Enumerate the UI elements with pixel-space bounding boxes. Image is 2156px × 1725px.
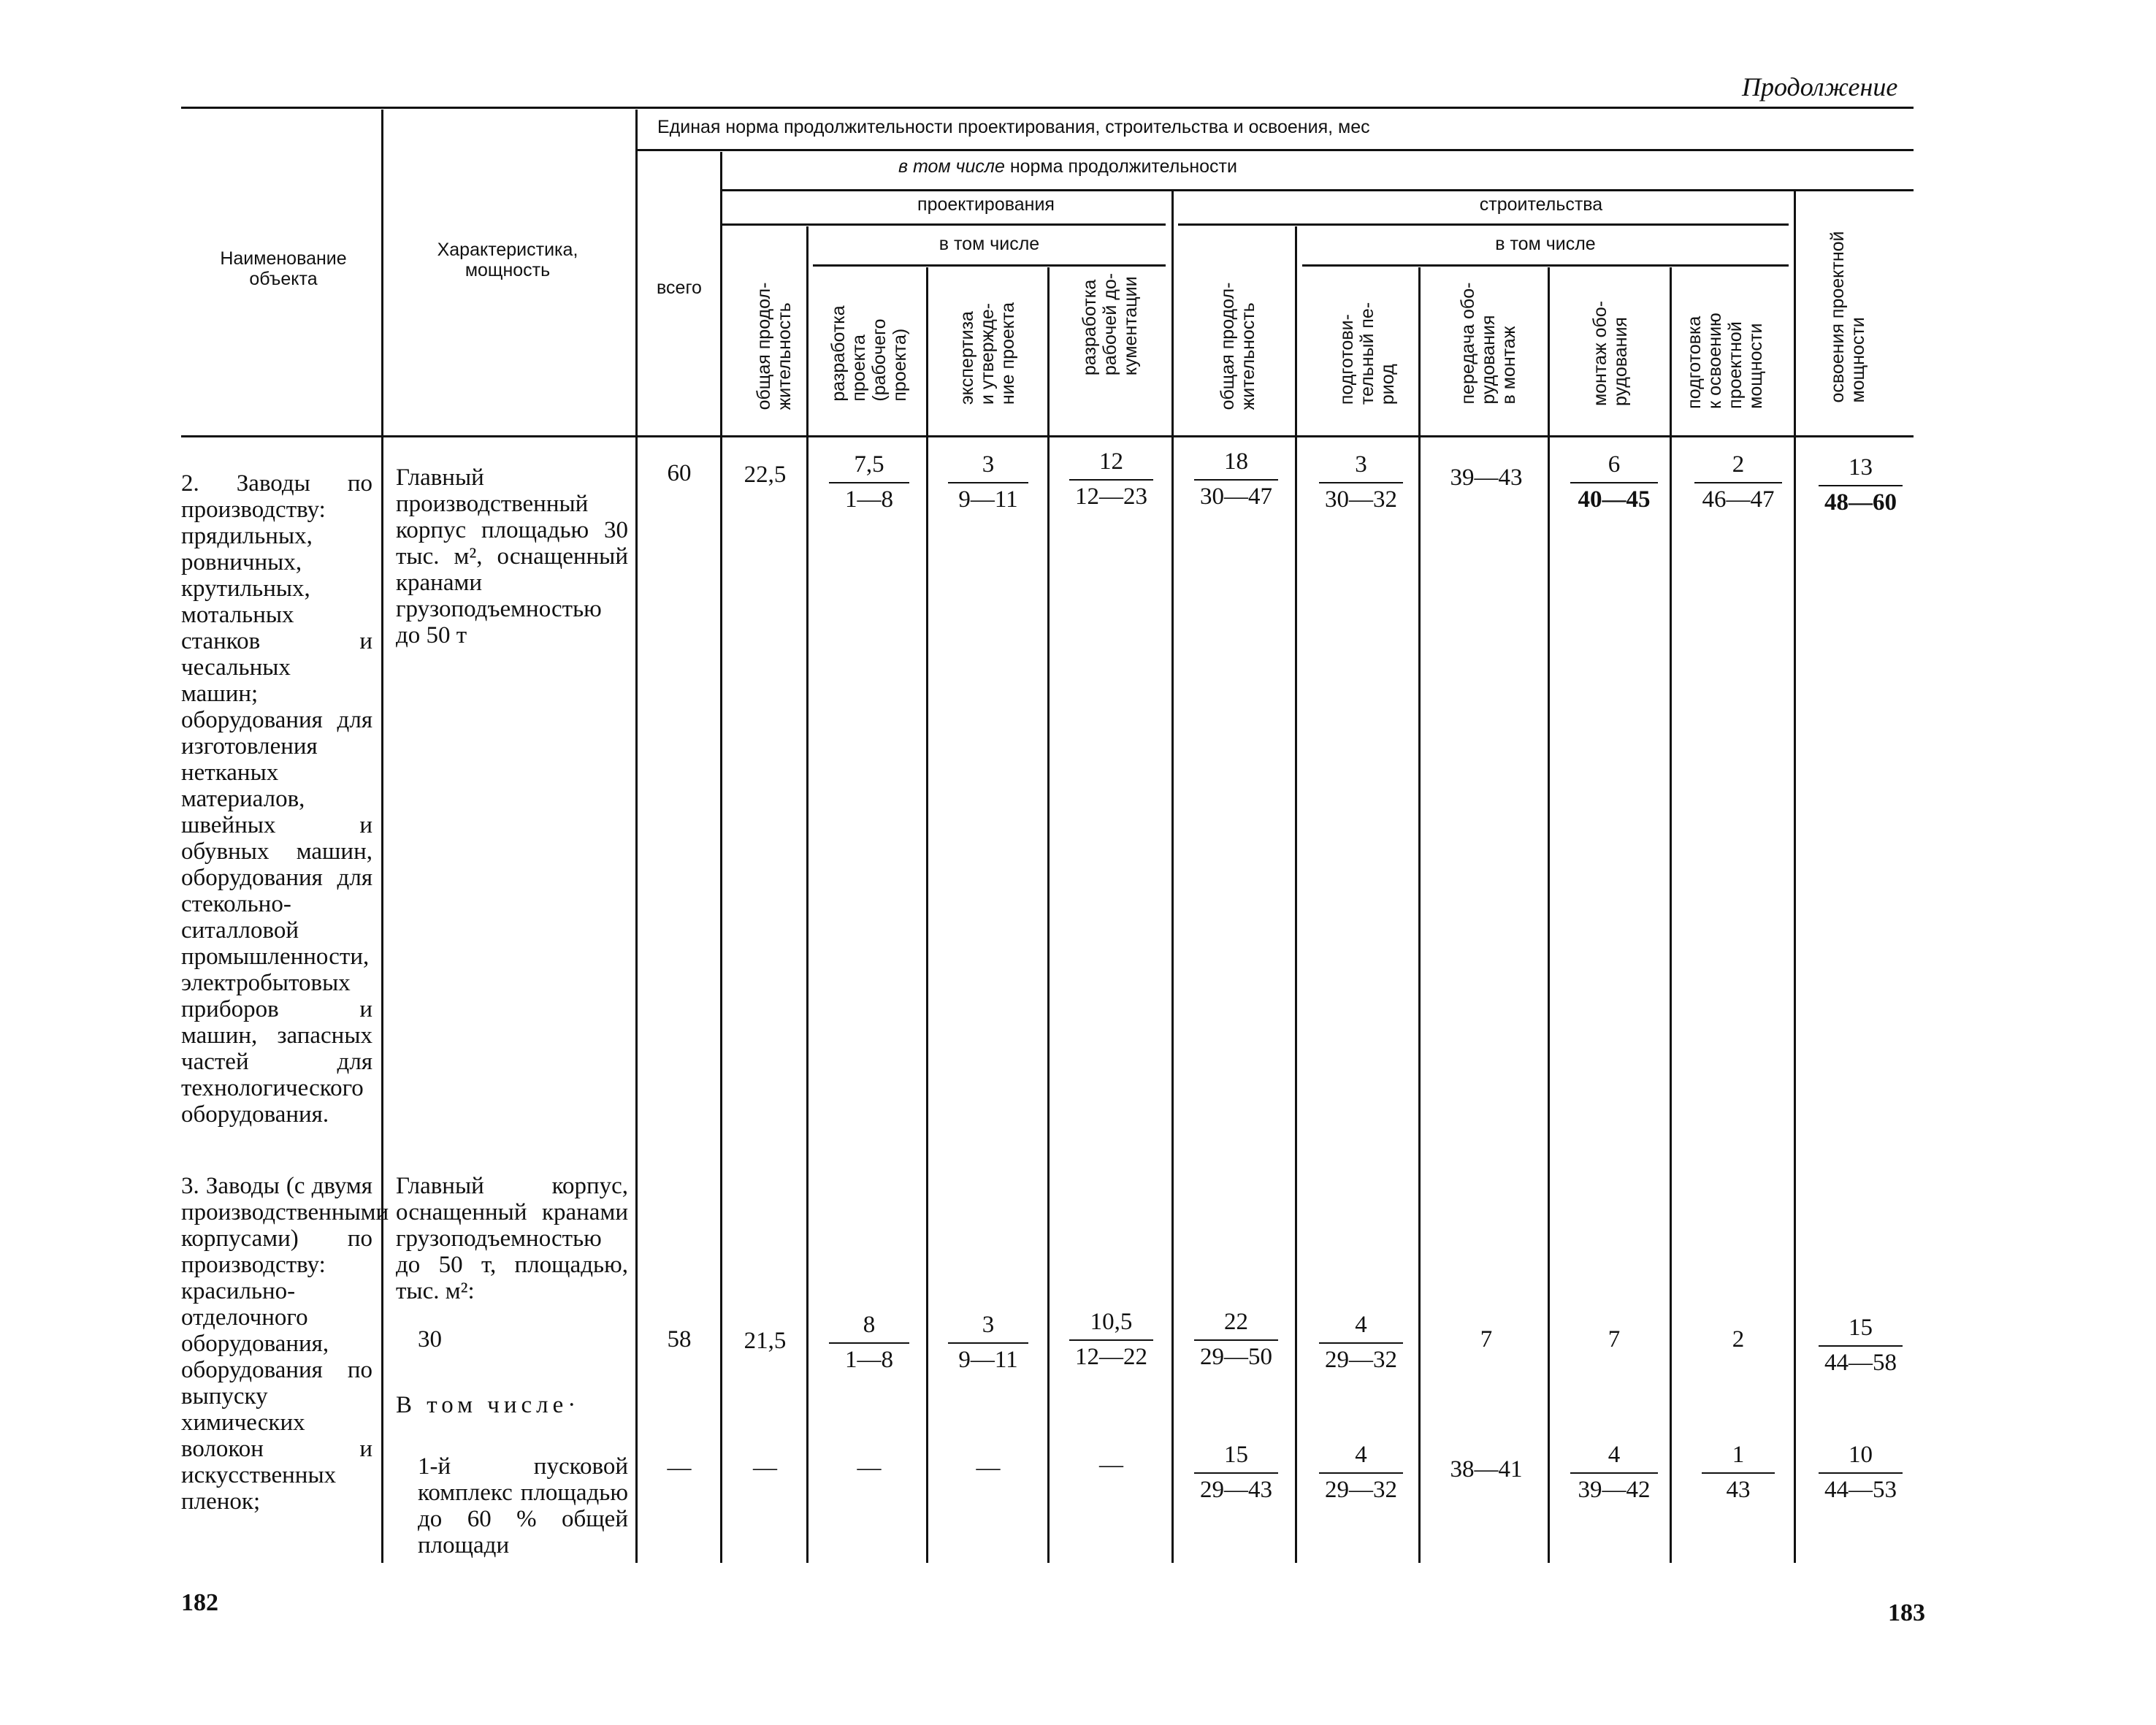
fraction-numerator: 3 bbox=[982, 1312, 995, 1338]
col-sep-total bbox=[720, 152, 722, 1563]
header-top-rule bbox=[181, 107, 1914, 109]
fraction-numerator: 4 bbox=[1608, 1442, 1621, 1468]
header-constr-total: общая продол- жительность bbox=[1217, 282, 1258, 410]
fraction-denominator: 43 bbox=[1726, 1477, 1751, 1503]
fraction-denominator: 30—32 bbox=[1325, 486, 1397, 513]
fraction-denominator: 1—8 bbox=[845, 1347, 893, 1373]
col-sep-design-work bbox=[1171, 191, 1174, 1563]
col-sep-constr-total bbox=[1295, 226, 1297, 1563]
header-construction: строительства bbox=[1479, 194, 1603, 215]
fraction-denominator: 12—23 bbox=[1075, 483, 1147, 510]
header-constr-transfer: передача обо- рудования в монтаж bbox=[1458, 282, 1519, 405]
header-design-exp: экспертиза и утвержде- ние проекта bbox=[957, 302, 1018, 405]
fraction-denominator: 40—45 bbox=[1578, 486, 1651, 513]
rule-unified-bottom bbox=[635, 149, 1914, 151]
header-design-dev: разработка проекта (рабочего проекта) bbox=[828, 305, 910, 402]
page-number-right: 183 bbox=[1888, 1599, 1925, 1626]
row3-sub2-constr-mount bbox=[1570, 1442, 1658, 1503]
fraction-numerator: 4 bbox=[1355, 1312, 1367, 1338]
fraction-denominator: 29—50 bbox=[1200, 1344, 1272, 1370]
row2-constr-prepdev bbox=[1694, 451, 1782, 513]
row2-mastering bbox=[1819, 454, 1903, 516]
header-incl-norm-prefix: в том числе bbox=[898, 156, 1005, 177]
row3-sub1-char: 30 bbox=[418, 1326, 442, 1353]
fraction-denominator: 44—58 bbox=[1824, 1350, 1897, 1376]
fraction-denominator: 46—47 bbox=[1702, 486, 1775, 513]
header-incl-constr: в том числе bbox=[1495, 234, 1596, 254]
page-number-left: 182 bbox=[181, 1589, 218, 1616]
row3-constr-prepdev: 2 bbox=[1732, 1326, 1745, 1353]
row3-design-exp bbox=[948, 1312, 1028, 1373]
fraction-numerator: 10,5 bbox=[1090, 1309, 1133, 1335]
col-sep-constr-mount bbox=[1670, 267, 1672, 1563]
header-design: проектирования bbox=[917, 194, 1055, 215]
row3-design-work bbox=[1069, 1309, 1153, 1370]
fraction-denominator: 9—11 bbox=[958, 1347, 1018, 1373]
fraction-numerator: 3 bbox=[1355, 451, 1367, 478]
fraction-denominator: 29—43 bbox=[1200, 1477, 1272, 1503]
row2-constr-mount bbox=[1570, 451, 1658, 513]
fraction-denominator: 44—53 bbox=[1824, 1477, 1897, 1503]
row3-mastering bbox=[1819, 1315, 1903, 1376]
header-design-total: общая продол- жительность bbox=[754, 282, 795, 410]
fraction-denominator: 48—60 bbox=[1824, 489, 1897, 516]
row3-constr-mount: 7 bbox=[1608, 1326, 1621, 1353]
row3-incl-label: В том числе· bbox=[396, 1392, 581, 1418]
row3-design-total: 21,5 bbox=[743, 1328, 787, 1354]
col-sep-design-dev bbox=[926, 267, 928, 1563]
row3-sub2-constr-transfer: 38—41 bbox=[1450, 1456, 1523, 1483]
header-mastering: освоения проектной мощности bbox=[1827, 231, 1868, 403]
fraction-denominator: 12—22 bbox=[1075, 1344, 1147, 1370]
header-constr-mount: монтаж обо- рудования bbox=[1590, 300, 1631, 407]
row3-sub2-design-total: — bbox=[753, 1455, 777, 1481]
header-incl-design: в том числе bbox=[939, 234, 1040, 254]
rule-incl-constr-bottom bbox=[1302, 264, 1789, 267]
row3-sub2-design-exp: — bbox=[976, 1455, 1001, 1481]
fraction-denominator: 1—8 bbox=[845, 486, 893, 513]
row3-name: 3. Заводы (с двумя производственными корпусами) по производству: красильно-отделочного оборудования, оборудования по выпуску химических волокон и искусственных пленок; bbox=[181, 1173, 389, 1515]
fraction-denominator: 39—42 bbox=[1578, 1477, 1651, 1503]
row3-constr-prep bbox=[1319, 1312, 1403, 1373]
col-sep-design-exp bbox=[1047, 267, 1050, 1563]
fraction-numerator: 2 bbox=[1732, 451, 1745, 478]
rule-groups-bottom-design bbox=[720, 223, 1166, 226]
row3-sub2-total: — bbox=[667, 1455, 692, 1481]
row2-char: Главный производственный корпус площадью 30 тыс. м², оснащенный кранами грузоподъемностью до 50 т bbox=[396, 464, 628, 649]
row2-design-dev bbox=[829, 451, 909, 513]
header-constr-prepdev: подготовка к освоению проектной мощности bbox=[1684, 313, 1766, 409]
rule-incl-bottom bbox=[720, 189, 1914, 191]
fraction-numerator: 15 bbox=[1849, 1315, 1873, 1341]
col-sep-constr-prep bbox=[1418, 267, 1421, 1563]
row3-char: Главный корпус, оснащенный кранами грузоподъемностью до 50 т, площадью, тыс. м²: bbox=[396, 1173, 628, 1304]
fraction-numerator: 4 bbox=[1355, 1442, 1367, 1468]
fraction-numerator: 1 bbox=[1732, 1442, 1745, 1468]
header-constr-prep: подготови- тельный пе- риод bbox=[1337, 302, 1398, 405]
fraction-denominator: 29—32 bbox=[1325, 1477, 1397, 1503]
header-char-col: Характеристика, мощность bbox=[437, 240, 578, 280]
col-sep-constr-transfer bbox=[1548, 267, 1550, 1563]
header-incl-norm-suffix: норма продолжительности bbox=[1004, 156, 1237, 177]
row3-total: 58 bbox=[667, 1326, 692, 1353]
fraction-numerator: 22 bbox=[1224, 1309, 1248, 1335]
rule-incl-design-bottom bbox=[813, 264, 1166, 267]
row2-constr-total bbox=[1194, 448, 1278, 510]
col-sep-design-total bbox=[806, 226, 808, 1563]
row3-constr-transfer: 7 bbox=[1480, 1326, 1493, 1353]
fraction-numerator: 10 bbox=[1849, 1442, 1873, 1468]
col-sep-char bbox=[635, 110, 638, 1563]
col-sep-name bbox=[381, 110, 383, 1563]
fraction-numerator: 18 bbox=[1224, 448, 1248, 475]
row2-name: 2. Заводы по производству: прядильных, ровничных, крутильных, мотальных станков и чесальных машин; оборудования для изготовления нетканых материалов, швейных и обувных машин, оборудования для стекольно-ситалловой промышленности, электробытовых приборов и машин, запасных частей для технологического оборудования. bbox=[181, 470, 372, 1128]
header-name-col: Наименование объекта bbox=[220, 248, 347, 289]
fraction-numerator: 8 bbox=[863, 1312, 876, 1338]
fraction-numerator: 3 bbox=[982, 451, 995, 478]
fraction-denominator: 29—32 bbox=[1325, 1347, 1397, 1373]
row3-design-dev bbox=[829, 1312, 909, 1373]
fraction-numerator: 12 bbox=[1099, 448, 1123, 475]
row2-design-total: 22,5 bbox=[743, 462, 787, 488]
row3-sub2-design-work: — bbox=[1099, 1452, 1123, 1478]
fraction-numerator: 7,5 bbox=[854, 451, 884, 478]
fraction-numerator: 15 bbox=[1224, 1442, 1248, 1468]
row3-sub2-mastering bbox=[1819, 1442, 1903, 1503]
row2-design-exp bbox=[948, 451, 1028, 513]
header-total: всего bbox=[657, 278, 702, 298]
row3-sub2-constr-total bbox=[1194, 1442, 1278, 1503]
header-unified-norm: Единая норма продолжительности проектирования, строительства и освоения, мес bbox=[657, 117, 1370, 137]
rule-groups-bottom-constr bbox=[1178, 223, 1789, 226]
row2-total: 60 bbox=[667, 460, 692, 486]
row3-constr-total bbox=[1194, 1309, 1278, 1370]
row2-design-work bbox=[1069, 448, 1153, 510]
row3-sub2-char: 1-й пусковой комплекс площадью до 60 % общей площади bbox=[418, 1453, 628, 1558]
row2-constr-prep bbox=[1319, 451, 1403, 513]
continuation-label: Продолжение bbox=[1742, 72, 1898, 102]
row3-sub2-design-dev: — bbox=[857, 1455, 882, 1481]
row3-sub2-constr-prepdev bbox=[1702, 1442, 1775, 1503]
header-design-work: разработка рабочей до- кументации bbox=[1079, 272, 1141, 376]
header-incl-norm bbox=[898, 156, 1237, 177]
row2-constr-transfer: 39—43 bbox=[1450, 464, 1523, 491]
col-sep-constr-prepdev bbox=[1794, 191, 1796, 1563]
fraction-denominator: 30—47 bbox=[1200, 483, 1272, 510]
fraction-numerator: 13 bbox=[1849, 454, 1873, 481]
fraction-denominator: 9—11 bbox=[958, 486, 1018, 513]
fraction-numerator: 6 bbox=[1608, 451, 1621, 478]
row3-sub2-constr-prep bbox=[1319, 1442, 1403, 1503]
